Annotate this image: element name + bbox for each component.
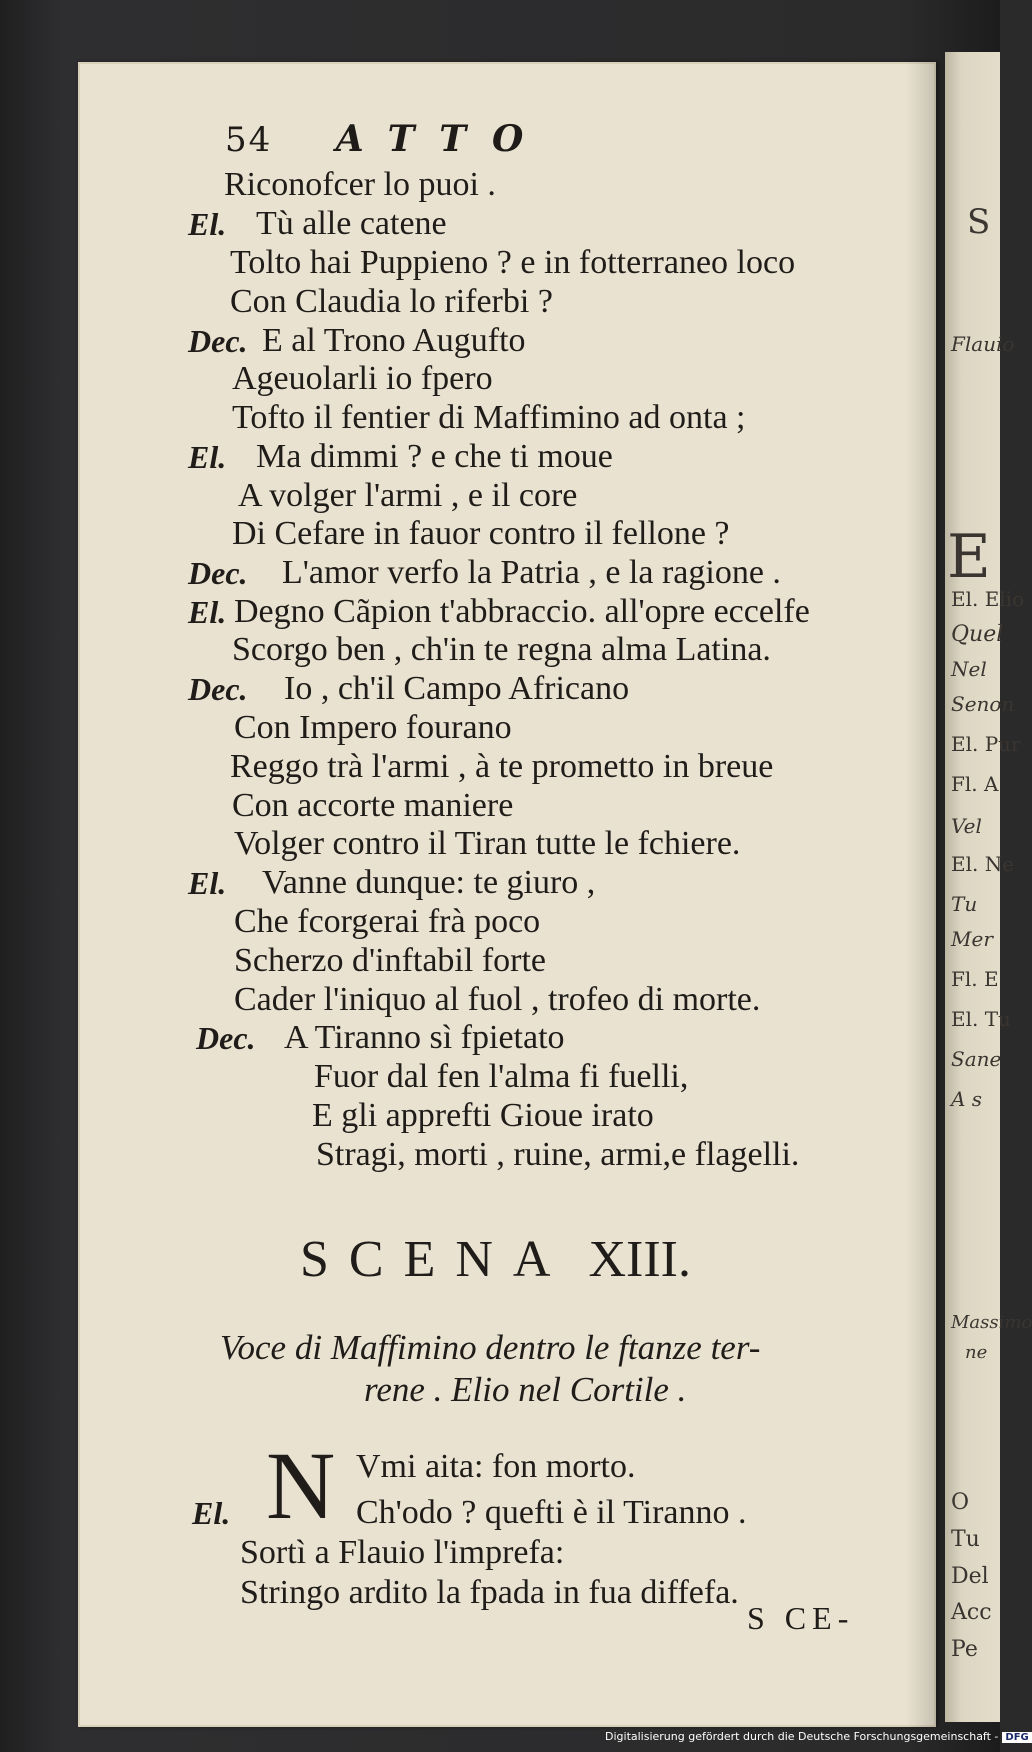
next-page-fragment: Tu [951,1527,980,1552]
scene-description: rene . Elio nel Cortile . [364,1370,687,1409]
dialogue-line: Cader l'iniquo al fuol , trofeo di morte. [234,981,761,1018]
catchword: S CE- [747,1600,855,1636]
speaker-label: El. [188,594,227,630]
dialogue-line: Io , ch'il Campo Africano [284,670,630,707]
scene-heading [300,1230,691,1289]
dialogue-line: Fuor dal fen l'alma fi fuelli, [314,1058,689,1095]
dialogue-line: Volger contro il Tiran tutte le fchiere. [234,825,741,862]
dialogue-line: A volger l'armi , e il core [238,477,578,514]
dialogue-line: E gli apprefti Gioue irato [312,1097,654,1134]
dialogue-line: Scherzo d'inftabil forte [234,942,547,979]
speaker-label: Dec. [188,555,248,591]
dialogue-line: A Tiranno sì fpietato [284,1019,565,1056]
credit-text: Digitalisierung gefördert durch die Deutsche Forschungsgemeinschaft - [605,1730,999,1743]
next-page-fragment: Flauio [951,332,1015,356]
dialogue-line: Ma dimmi ? e che ti moue [256,438,613,475]
dialogue-line: Ageuolarli io fpero [232,360,493,397]
scene-heading-label: SCENA [300,1231,571,1288]
dialogue-line: Di Cefare in fauor contro il fellone ? [232,515,730,552]
next-page-fragment: Acc [951,1600,992,1625]
dialogue-line: Stringo ardito la fpada in fua diffefa. [240,1574,739,1611]
dialogue-line: Con accorte maniere [232,787,514,824]
dialogue-line: Con Impero fourano [234,709,512,746]
dialogue-line: Scorgo ben , ch'in te regna alma Latina. [232,631,771,668]
scene-description: Voce di Maffimino dentro le ftanze ter- [220,1328,761,1367]
next-page-fragment: El. Ne [951,852,1015,876]
page-number: 54 [225,120,273,160]
dialogue-line: Tù alle catene [256,205,447,242]
dialogue-line: Vmi aita: fon morto. [356,1448,636,1485]
dialogue-line: Degno Cãpion t'abbraccio. all'opre eccelfe [234,593,810,630]
next-page-fragment: Fl. E [951,967,999,991]
speaker-label: El. [188,865,227,901]
next-page-fragment: El. Pur [951,732,1021,756]
next-page-fragment: Del [951,1564,989,1589]
next-page-fragment: Fl. A [951,772,999,796]
next-page-fragment: Quel [951,622,1004,647]
dialogue-line: Tofto il fentier di Maffimino ad onta ; [232,399,746,436]
dialogue-line: L'amor verfo la Patria , e la ragione . [282,554,781,591]
next-page-fragment: Sane [951,1047,1002,1071]
speaker-label: Dec. [188,671,248,707]
next-page-fragment: Vel [951,814,982,838]
dialogue-line: Reggo trà l'armi , à te prometto in breue [230,748,774,785]
next-page-fragment: Nel [951,657,987,681]
dialogue-line: Che fcorgerai frà poco [234,903,541,940]
next-page-fragment: Tu [951,892,978,916]
next-page-fragment: Senon [951,692,1015,716]
next-page-fragment: Mer [951,927,993,951]
running-header [225,118,549,160]
next-page-fragment: El. Tu [951,1007,1011,1031]
next-page-fragment: ne [965,1342,988,1363]
dialogue-line: Vanne dunque: te giuro , [262,864,596,901]
scene-number: XIII. [588,1231,691,1288]
speaker-label: El. [192,1495,231,1531]
speaker-label: El. [188,206,227,242]
next-page-fragment: O [951,1490,970,1515]
dialogue-line: Riconofcer lo puoi . [224,166,496,203]
next-page-fragment: E [947,522,991,592]
drop-cap: N [266,1432,336,1539]
dialogue-line: Stragi, morti , ruine, armi,e flagelli. [316,1136,800,1173]
dialogue-line: Tolto hai Puppieno ? e in fotterraneo loco [230,244,796,281]
speaker-label: Dec. [196,1020,256,1056]
next-page-fragment: El. Elio [951,587,1025,611]
dialogue-line: Con Claudia lo riferbi ? [230,283,553,320]
next-page-fragment: S [967,202,991,242]
dfg-logo: DFG [1002,1732,1031,1743]
dialogue-line: Sortì a Flauio l'imprefa: [240,1534,565,1571]
dialogue-line: Ch'odo ? quefti è il Tiranno . [356,1494,747,1531]
next-page-fragment: Massimo [951,1312,1032,1333]
next-page-fragment: A s [951,1087,983,1111]
speaker-label: El. [188,439,227,475]
running-title: ATTO [335,118,550,160]
digitization-credit [605,1730,1032,1743]
next-page-fragment: Pe [951,1637,978,1662]
dialogue-line: E al Trono Augufto [262,322,526,359]
adjacent-page-edge [945,52,1032,1722]
speaker-label: Dec. [188,323,248,359]
